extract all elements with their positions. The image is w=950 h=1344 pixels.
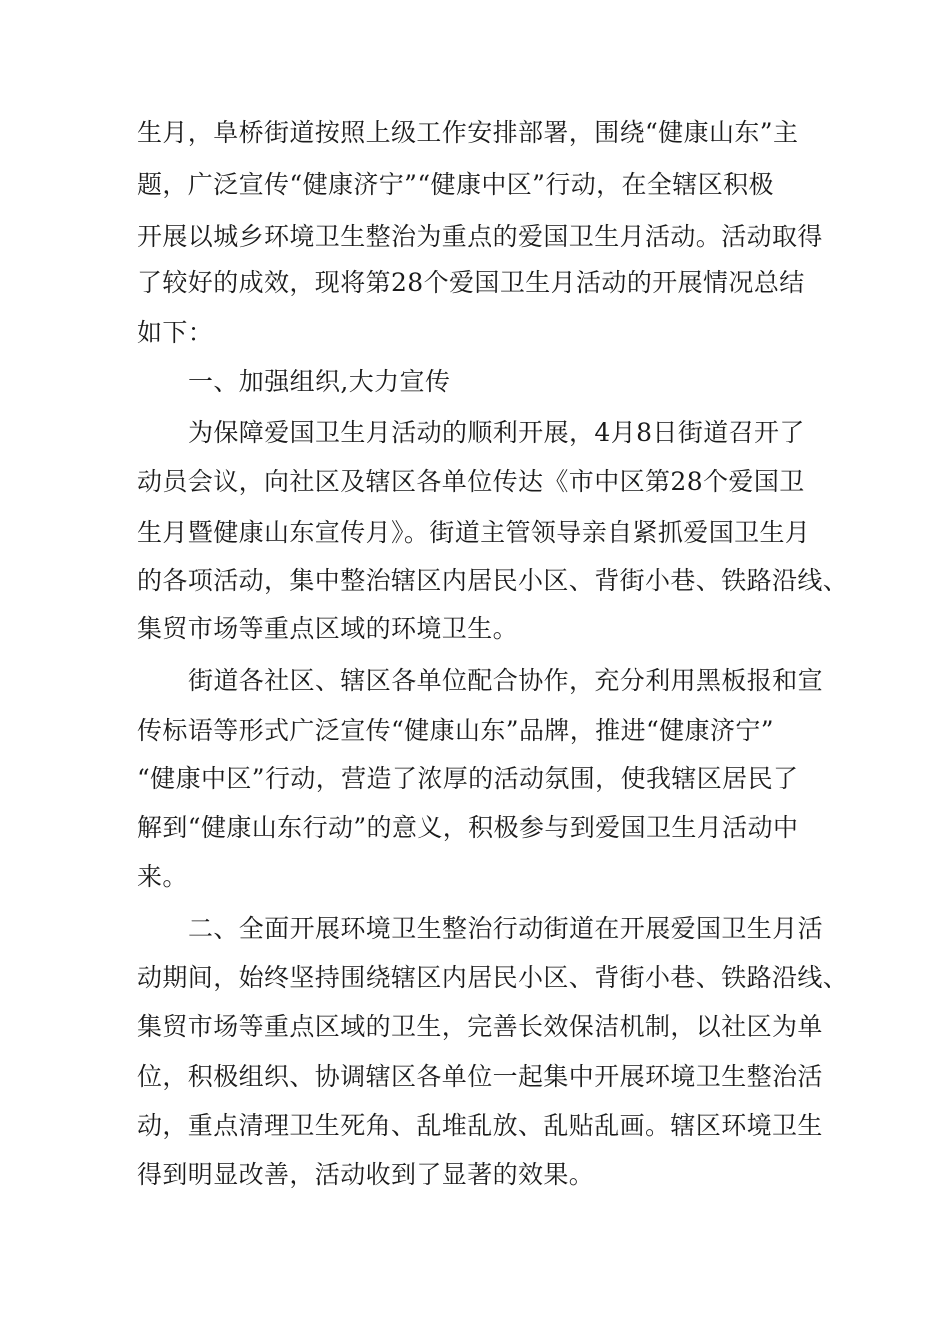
body-text-line: 集贸市场等重点区域的卫生，完善长效保洁机制，以社区为单 xyxy=(137,1012,823,1041)
body-text-line: 的各项活动，集中整治辖区内居民小区、背街小巷、铁路沿线、 xyxy=(137,566,849,595)
body-text-line: 如下： xyxy=(137,318,214,347)
body-text-line: 解到“健康山东行动”的意义，积极参与到爱国卫生月活动中 xyxy=(137,813,799,842)
body-text-line: 集贸市场等重点区域的环境卫生。 xyxy=(137,614,519,643)
body-text-line: “健康中区”行动，营造了浓厚的活动氛围，使我辖区居民了 xyxy=(137,764,799,793)
section-heading: 一、加强组织,大力宣传 xyxy=(188,367,451,396)
body-text-line: 位，积极组织、协调辖区各单位一起集中开展环境卫生整治活 xyxy=(137,1062,823,1091)
body-text-line: 开展以城乡环境卫生整治为重点的爱国卫生月活动。活动取得 xyxy=(137,222,823,251)
body-text-line: 动员会议，向社区及辖区各单位传达《市中区第28个爱国卫 xyxy=(137,467,805,496)
body-text-line: 传标语等形式广泛宣传“健康山东”品牌，推进“健康济宁” xyxy=(137,716,774,745)
body-text-line: 题，广泛宣传“健康济宁”“健康中区”行动，在全辖区积极 xyxy=(137,170,774,199)
body-text-line: 动期间，始终坚持围绕辖区内居民小区、背街小巷、铁路沿线、 xyxy=(137,963,849,992)
body-text-line: 生月暨健康山东宣传月》。街道主管领导亲自紧抓爱国卫生月 xyxy=(137,518,811,547)
body-text-line: 动，重点清理卫生死角、乱堆乱放、乱贴乱画。辖区环境卫生 xyxy=(137,1111,823,1140)
section-heading: 二、全面开展环境卫生整治行动街道在开展爱国卫生月活 xyxy=(188,914,824,943)
body-text-line: 来。 xyxy=(137,862,188,891)
body-text-line: 了较好的成效，现将第28个爱国卫生月活动的开展情况总结 xyxy=(137,268,805,297)
body-text-line: 生月，阜桥街道按照上级工作安排部署，围绕“健康山东”主 xyxy=(137,118,799,147)
body-text-line: 街道各社区、辖区各单位配合协作，充分利用黑板报和宣 xyxy=(188,666,824,695)
body-text-line: 得到明显改善，活动收到了显著的效果。 xyxy=(137,1160,595,1189)
body-text-line: 为保障爱国卫生月活动的顺利开展，4月8日街道召开了 xyxy=(188,418,805,447)
